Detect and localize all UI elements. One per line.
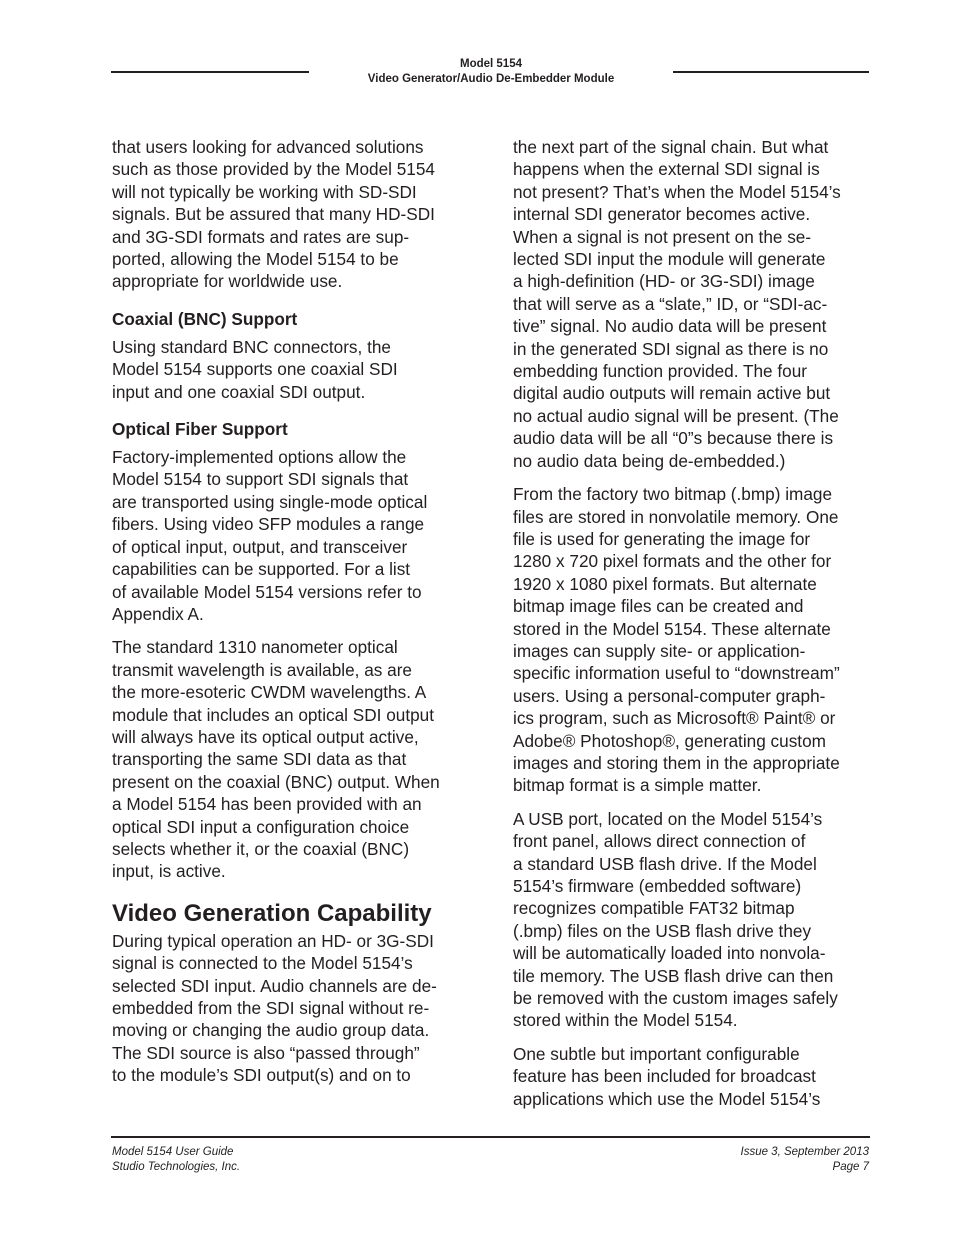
text-line: images can supply site- or application- (513, 640, 806, 661)
text-line: Factory-implemented options allow the (112, 447, 407, 468)
text-line: During typical operation an HD- or 3G-SDI (112, 930, 434, 951)
text-line: such as those provided by the Model 5154 (112, 159, 435, 180)
text-line: module that includes an optical SDI output (112, 704, 434, 725)
paragraph (112, 930, 472, 1087)
section-heading-optical: Optical Fiber Support (112, 419, 288, 440)
text-line: stored within the Model 5154. (513, 1010, 738, 1031)
text-line: in the generated SDI signal as there is no (513, 338, 829, 359)
text-line: signal is connected to the Model 5154’s (112, 953, 413, 974)
text-line: input and one coaxial SDI output. (112, 381, 366, 402)
text-line: Appendix A. (112, 603, 204, 624)
text-line: transmit wavelength is available, as are (112, 659, 412, 680)
footer-company: Studio Technologies, Inc. (112, 1161, 241, 1173)
footer-issue: Issue 3, September 2013 (740, 1146, 869, 1158)
paragraph (513, 136, 875, 472)
text-line: front panel, allows direct connection of (513, 831, 806, 852)
text-line: of optical input, output, and transceiver (112, 536, 408, 557)
text-line: specific information useful to “downstream” (513, 663, 840, 684)
text-line: ics program, such as Microsoft® Paint® or (513, 708, 836, 729)
text-line: From the factory two bitmap (.bmp) image (513, 484, 833, 505)
text-line: optical SDI input a configuration choice (112, 816, 410, 837)
text-line: and 3G-SDI formats and rates are sup- (112, 226, 410, 247)
text-line: no audio data being de-embedded.) (513, 450, 786, 471)
right-column (513, 136, 875, 1110)
text-line: (.bmp) files on the USB flash drive they (513, 920, 812, 941)
text-line: ported, allowing the Model 5154 to be (112, 249, 399, 270)
text-line: embedded from the SDI signal without re- (112, 998, 430, 1018)
text-line: audio data will be all “0”s because there is (513, 428, 834, 449)
footer-page-number: Page 7 (832, 1161, 869, 1173)
text-line: will not typically be working with SD-SDI (112, 181, 417, 202)
text-line: selected SDI input. Audio channels are de- (112, 975, 437, 996)
text-line: applications which use the Model 5154’s (513, 1088, 821, 1109)
text-line: bitmap image files can be created and (513, 596, 804, 617)
text-line: be removed with the custom images safely (513, 988, 838, 1009)
text-line: input, is active. (112, 861, 226, 882)
text-line: happens when the external SDI signal is (513, 159, 820, 180)
text-line: feature has been included for broadcast (513, 1066, 816, 1087)
left-column (112, 136, 472, 1087)
text-line: tive” signal. No audio data will be present (513, 316, 827, 337)
paragraph (513, 808, 875, 1032)
paragraph (112, 336, 472, 403)
text-line: a standard USB flash drive. If the Model (513, 853, 817, 874)
paragraph (513, 483, 875, 797)
text-line: that will serve as a “slate,” ID, or “SDI-ac- (513, 293, 828, 314)
text-line: appropriate for worldwide use. (112, 271, 343, 292)
text-line: The SDI source is also “passed through” (112, 1042, 420, 1063)
text-line: 1920 x 1080 pixel formats. But alternate (513, 573, 817, 594)
text-line: moving or changing the audio group data. (112, 1020, 430, 1041)
text-line: will be automatically loaded into nonvola- (513, 943, 826, 964)
footer-rule (111, 1136, 870, 1138)
text-line: internal SDI generator becomes active. (513, 204, 811, 225)
text-line: A USB port, located on the Model 5154’s (513, 808, 823, 829)
text-line: a high-definition (HD- or 3G-SDI) image (513, 271, 815, 292)
text-line: fibers. Using video SFP modules a range (112, 514, 425, 535)
header-model: Model 5154 (460, 58, 522, 70)
footer-guide-title: Model 5154 User Guide (112, 1146, 234, 1158)
text-line: 5154’s firmware (embedded software) (513, 876, 802, 896)
text-line: Model 5154 to support SDI signals that (112, 469, 409, 490)
text-line: images and storing them in the appropriate (513, 752, 840, 773)
header-subtitle: Video Generator/Audio De-Embedder Module (367, 73, 615, 85)
section-heading-coaxial: Coaxial (BNC) Support (112, 308, 298, 329)
section-heading-video-generation: Video Generation Capability (112, 899, 432, 927)
text-line: files are stored in nonvolatile memory. One (513, 506, 839, 527)
text-line: users. Using a personal-computer graph- (513, 685, 826, 706)
paragraph (112, 636, 472, 882)
text-line: digital audio outputs will remain active but (513, 383, 831, 404)
text-line: will always have its optical output active, (112, 726, 419, 747)
text-line: The standard 1310 nanometer optical (112, 637, 398, 658)
text-line: the next part of the signal chain. But what (513, 137, 829, 157)
text-line: the more-esoteric CWDM wavelengths. A (112, 682, 427, 703)
text-line: signals. But be assured that many HD-SDI (112, 204, 435, 225)
text-line: selects whether it, or the coaxial (BNC) (112, 838, 410, 859)
text-line: 1280 x 720 pixel formats and the other for (513, 551, 832, 572)
text-line: present on the coaxial (BNC) output. When (112, 771, 440, 792)
text-line: embedding function provided. The four (513, 361, 807, 382)
text-line: file is used for generating the image for (513, 528, 811, 549)
text-line: bitmap format is a simple matter. (513, 775, 762, 796)
text-line: Model 5154 supports one coaxial SDI (112, 359, 398, 380)
text-line: recognizes compatible FAT32 bitmap (513, 898, 795, 919)
text-line: are transported using single-mode optical (112, 491, 428, 512)
text-line: stored in the Model 5154. These alternate (513, 618, 831, 639)
text-line: Using standard BNC connectors, the (112, 336, 391, 357)
text-line: to the module’s SDI output(s) and on to (112, 1065, 411, 1086)
text-line: When a signal is not present on the se- (513, 226, 812, 247)
paragraph (513, 1043, 875, 1110)
paragraph (112, 136, 472, 293)
text-line: One subtle but important configurable (513, 1043, 800, 1064)
text-line: transporting the same SDI data as that (112, 749, 407, 770)
header-rule-right (673, 71, 869, 73)
paragraph (112, 446, 472, 625)
text-line: capabilities can be supported. For a list (112, 559, 411, 580)
text-line: that users looking for advanced solutions (112, 137, 424, 157)
text-line: a Model 5154 has been provided with an (112, 794, 422, 815)
header-rule-left (111, 71, 309, 73)
text-line: not present? That’s when the Model 5154’s (513, 181, 841, 202)
text-line: no actual audio signal will be present. (The (513, 405, 839, 426)
text-line: tile memory. The USB flash drive can then (513, 965, 834, 986)
text-line: Adobe® Photoshop®, generating custom (513, 730, 826, 751)
text-line: lected SDI input the module will generate (513, 249, 826, 270)
text-line: of available Model 5154 versions refer to (112, 581, 422, 602)
